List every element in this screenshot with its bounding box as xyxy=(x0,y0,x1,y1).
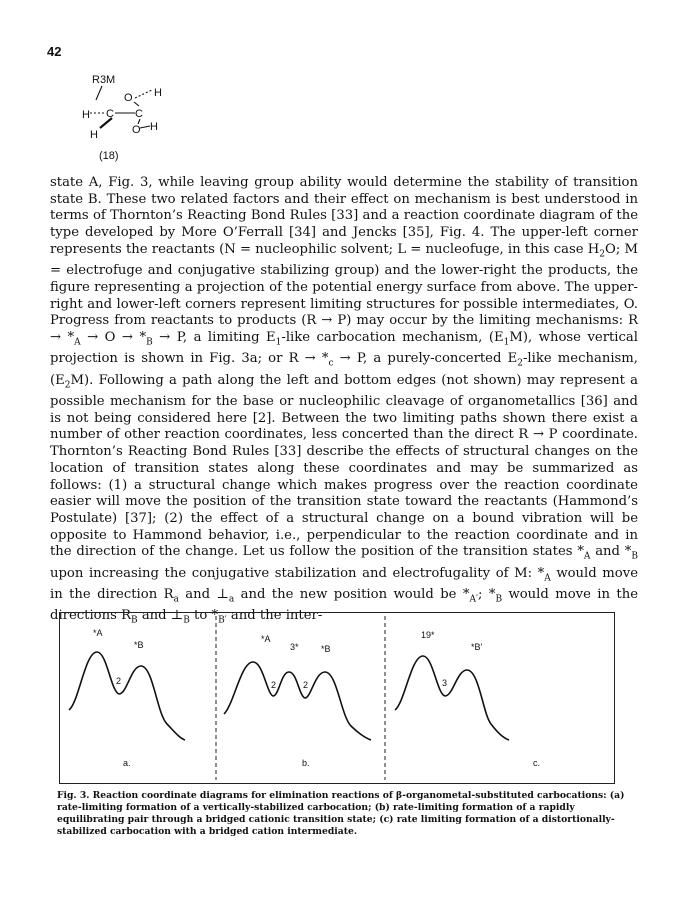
caption-text: Reaction coordinate diagrams for elimination reactions of β-organometal-substituted carbocations: (a) rate-limiting formation of a vertically-stabilized carbocation; (b) rate-limiting formation of a rapidly equilibrating pair through a bridged cationic transition state; (c) rate limiting formation of a distortionally-stabilized carbocation with a bridged cation intermediate. xyxy=(57,790,625,837)
atom-h-top-right: H xyxy=(154,87,162,99)
atom-o-bottom: O xyxy=(132,124,141,136)
caption-lead: Fig. 3. xyxy=(57,790,90,801)
ts-b-label: *B′ xyxy=(471,642,483,652)
atom-h-right: H xyxy=(150,121,158,133)
intermediate-label: 2 xyxy=(116,676,122,686)
page-number: 42 xyxy=(47,44,62,59)
panel-label: b. xyxy=(302,758,310,768)
atom-o-top: O xyxy=(124,92,133,104)
atom-group: R3M xyxy=(92,74,116,86)
panel-b xyxy=(224,634,371,768)
atom-h-bottom: H xyxy=(90,129,98,141)
intermediate-label-2: 2 xyxy=(303,680,309,690)
atom-c1: C xyxy=(106,108,114,120)
ts-b-label: *B xyxy=(134,640,144,650)
panel-label: a. xyxy=(123,758,131,768)
ts-a-label: *A xyxy=(261,634,271,644)
atom-h-left: H xyxy=(82,109,90,121)
curve-c xyxy=(395,656,509,740)
panel-c xyxy=(395,630,540,768)
intermediate-label-1: 2 xyxy=(271,680,277,690)
ts-b-label: *B xyxy=(321,644,331,654)
intermediate-label: 3 xyxy=(442,678,448,688)
panel-label: c. xyxy=(533,758,541,768)
atom-c2: C xyxy=(135,108,143,120)
structure-label: (18) xyxy=(99,150,119,162)
ts-mid-label: 3* xyxy=(290,642,299,652)
panel-a xyxy=(69,628,185,768)
curve-b xyxy=(224,662,371,740)
figure-caption xyxy=(57,790,627,838)
curve-a xyxy=(69,652,185,740)
ts-top-label: 19* xyxy=(421,630,435,640)
body-paragraph: state A, Fig. 3, while leaving group ability would determine the stability of transition state B. These two related factors and their effect on mechanism is best understood in terms of Thornton’s Reacting Bond Rules [33] and a reaction coordinate diagram of the type developed by More O’Ferrall [34] and Jencks [35], Fig. 4. The upper-left corner represents the reactants (N = nucleophilic solvent; L = nucleofuge, in this case $H_2O$; M = electrofuge and conjugative stabilizing group) and the lower-right the products, the figure representing a projection of the potential energy surface from above. The upper-right and lower-left corners represent limiting structures for possible intermediates, O. Progress from reactants to products (R → P) may occur by the limiting mechanisms: $R \to *_A \to O \to *_B \to P$, a limiting $E_1$-like carbocation mechanism, $(E_1M)$, whose vertical projection is shown in Fig. 3a; or $R \to *_c \to P$, a purely-concerted $E_2$-like mechanism, $(E_2M)$. Following a path along the left and bottom edges (not shown) may represent a possible mechanism for the base or nucleophilic cleavage of organometallics [36] and is not being considered here [2]. Between the two limiting paths shown there exist a number of other reaction coordinates, less concerted than the direct R → P coordinate. Thornton’s Reacting Bond Rules [33] describe the effects of structural changes on the location of transition states along these coordinates and may be summarized as follows: (1) a structural change which makes progress over the reaction coordinate easier will move the position of the transition state toward the reactants (Hammond’s Postulate) [37]; (2) the effect of a structural change on a bound vibration will be opposite to Hammond behavior, i.e., perpendicular to the reaction coordinate and in the direction of the change. Let us follow the position of the transition states $*_A$ and $*_B$ upon increasing the conjugative stabilization and electrofugality of M: $*_A$ would move in the direction $R_a$ and $\perp_a$ and the new position would be $*_{A'}$; $*_B$ would move in the directions $R_B$ and $\perp_B$ to $*_{B'}$ and the inter- xyxy=(50,175,638,626)
figure-3 xyxy=(59,612,615,784)
ts-a-label: *A xyxy=(93,628,103,638)
